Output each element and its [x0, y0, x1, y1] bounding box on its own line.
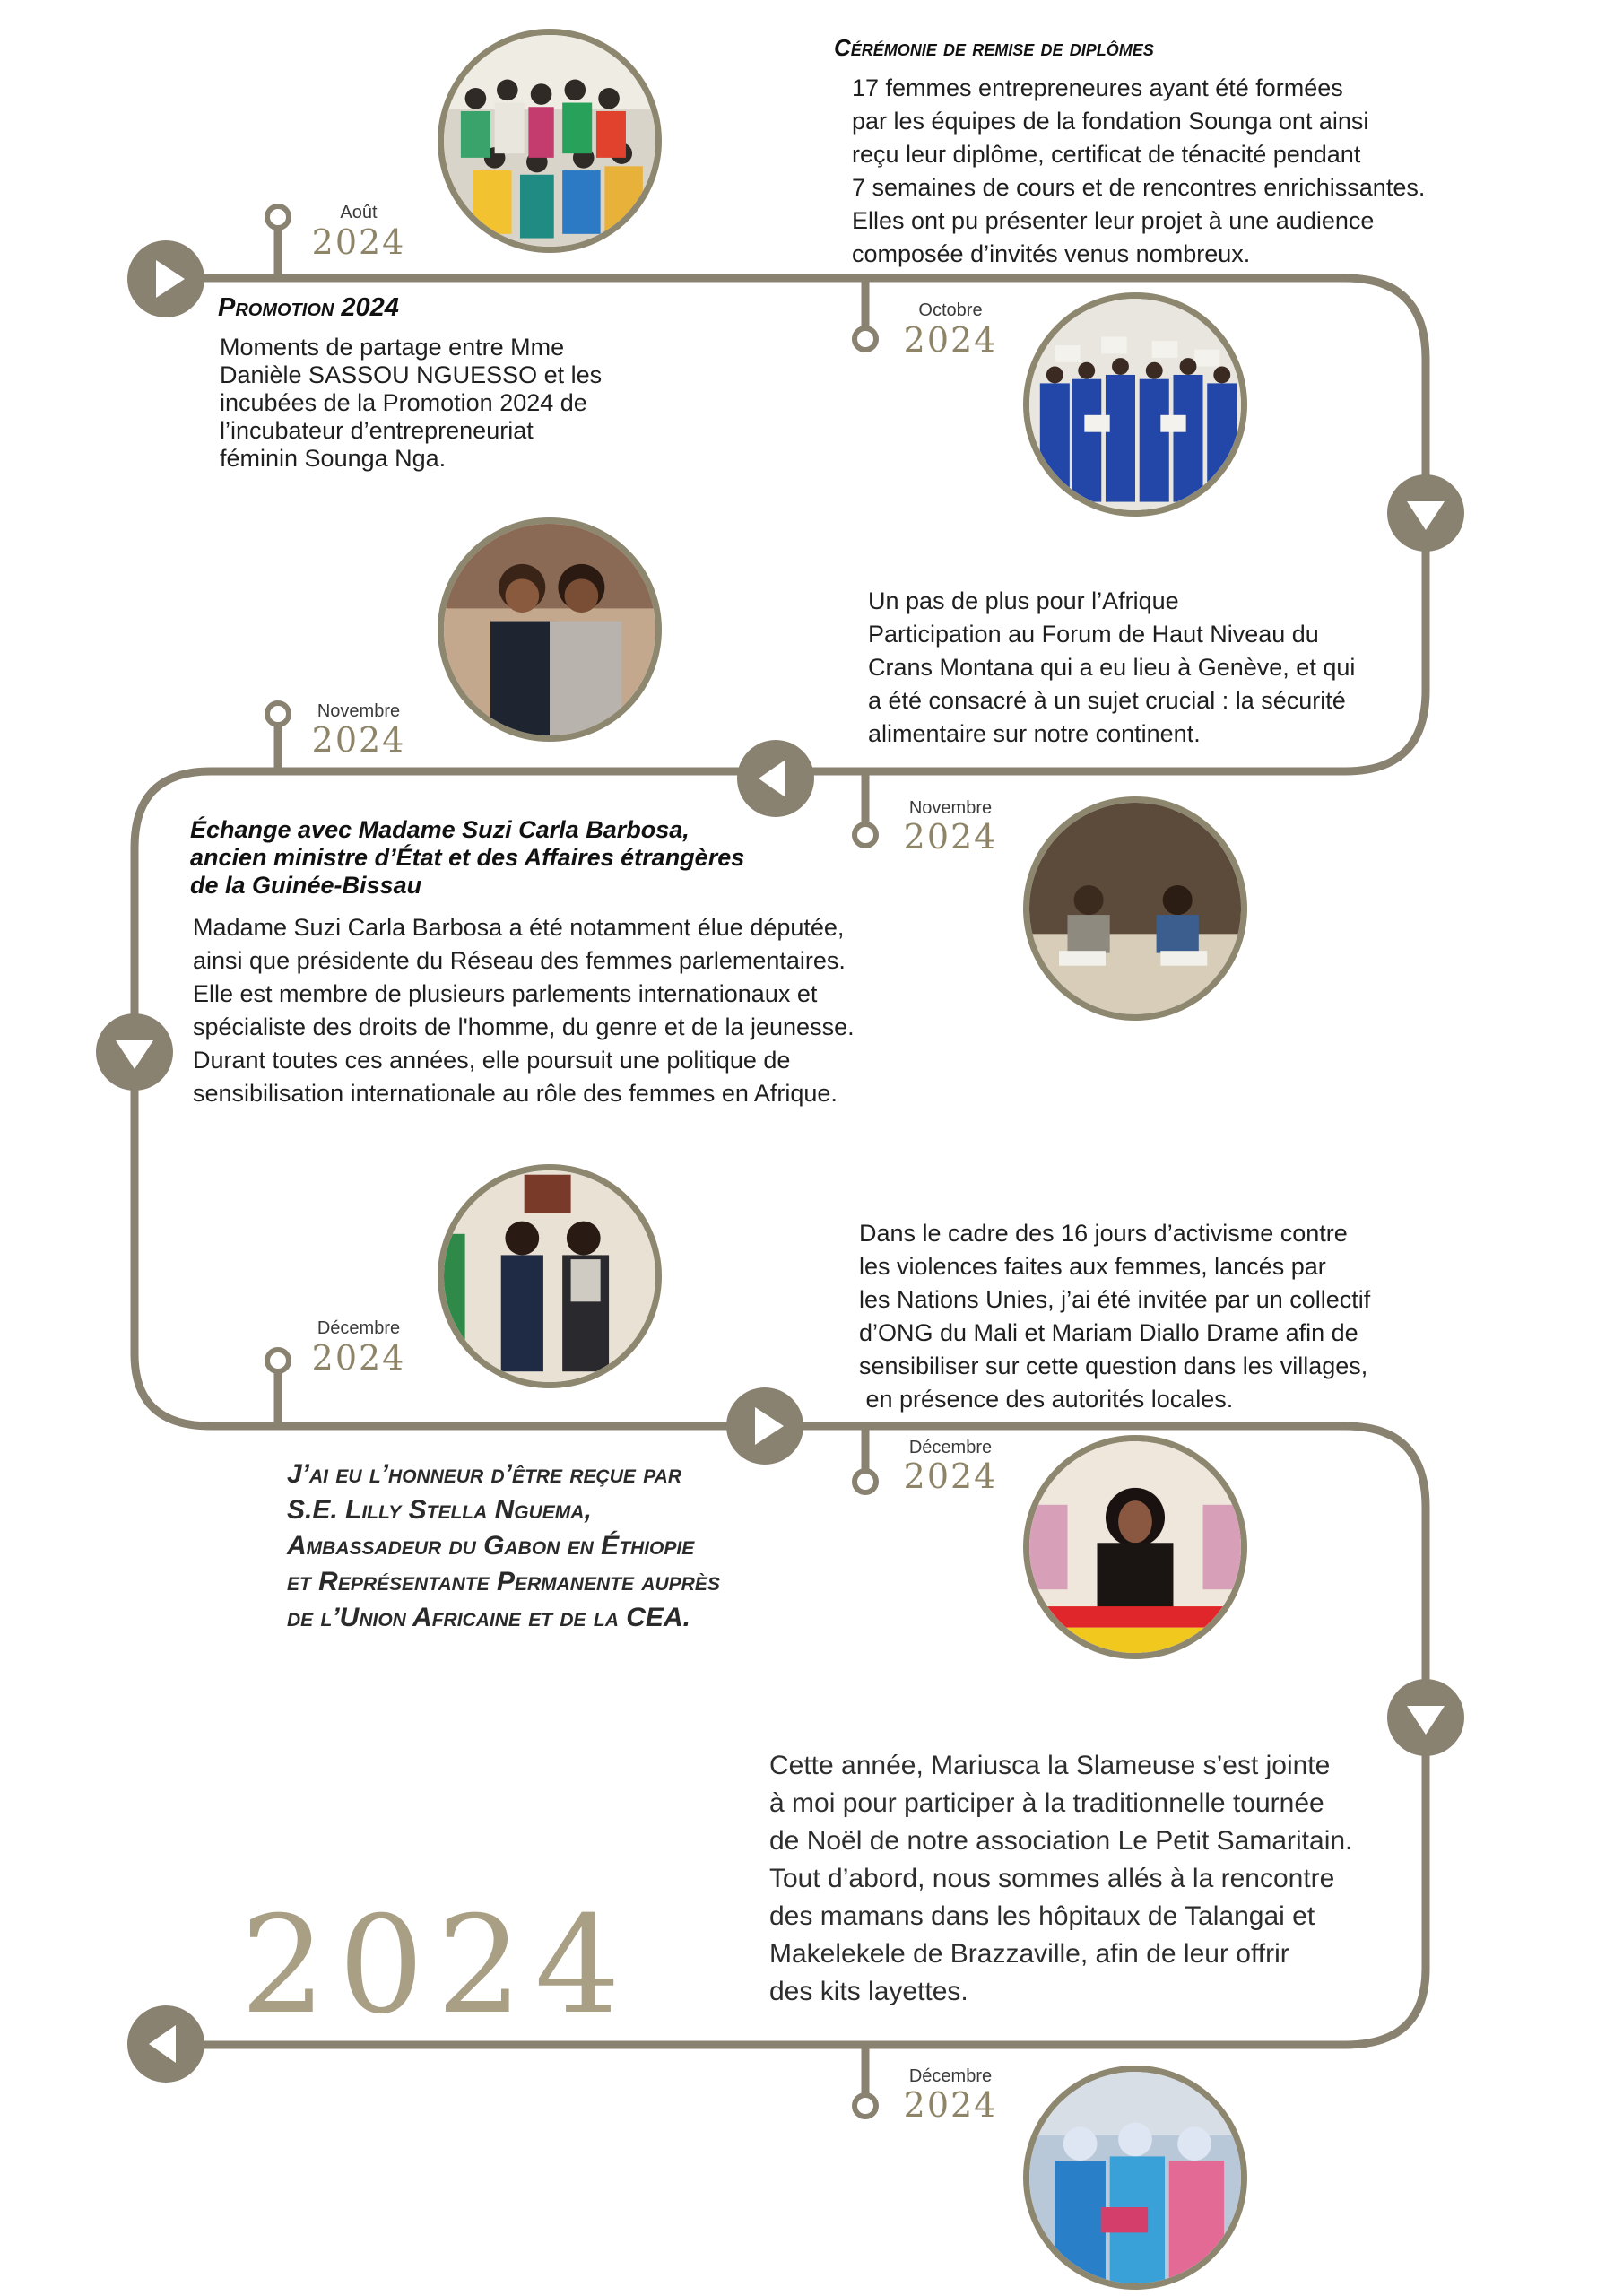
- event-month: Décembre: [908, 1438, 993, 1457]
- text-line: 17 femmes entrepreneures ayant été formées: [852, 74, 1343, 101]
- text-line: Danièle SASSOU NGUESSO et les: [220, 361, 603, 388]
- photo-crans-montana: [438, 517, 662, 742]
- heading-line: de la Guinée-Bissau: [190, 872, 422, 899]
- event-year: 2024: [903, 1457, 998, 1496]
- text-line: Elles ont pu présenter leur projet à une audience: [852, 207, 1375, 234]
- play-button[interactable]: [726, 1387, 803, 1465]
- ceremony-text: [852, 72, 1497, 271]
- gabon-quote: [287, 1457, 843, 1636]
- play-button[interactable]: [127, 240, 204, 317]
- promotion-heading: Promotion 2024: [218, 293, 399, 322]
- event-year: 2024: [903, 2085, 998, 2125]
- event-year: 2024: [903, 320, 998, 360]
- text-line: S.E. Lilly Stella Nguema,: [287, 1495, 592, 1525]
- arrow-down-icon: [96, 1013, 173, 1091]
- text-line: Crans Montana qui a eu lieu à Genève, et qui: [868, 654, 1356, 681]
- text-line: reçu leur diplôme, certificat de ténacité pendant: [852, 141, 1361, 168]
- photo-mali-activism: [1023, 1435, 1247, 1659]
- barbosa-heading: [190, 816, 907, 900]
- text-line: Participation au Forum de Haut Niveau du: [868, 621, 1319, 648]
- arrow-down-icon: [1387, 474, 1464, 552]
- text-line: composée d’invités venus nombreux.: [852, 240, 1251, 267]
- text-line: Dans le cadre des 16 jours d’activisme contre: [859, 1220, 1348, 1247]
- big-year-title: 2024: [240, 1888, 633, 2044]
- photo-gabon-ambassador: [438, 1164, 662, 1388]
- event-month: Novembre: [317, 701, 401, 721]
- event-year: 2024: [903, 817, 998, 857]
- text-line: Tout d’abord, nous sommes allés à la rencontre: [769, 1864, 1335, 1893]
- activism-text: [859, 1217, 1469, 1416]
- text-line: des kits layettes.: [769, 1977, 968, 2006]
- promotion-text: [220, 334, 704, 473]
- text-line: J’ai eu l’honneur d’être reçue par: [287, 1459, 681, 1489]
- text-line: en présence des autorités locales.: [859, 1386, 1234, 1413]
- text-line: par les équipes de la fondation Sounga ont ainsi: [852, 108, 1369, 135]
- text-line: de l’Union Africaine et de la CEA.: [287, 1603, 690, 1632]
- text-line: Un pas de plus pour l’Afrique: [868, 587, 1179, 614]
- text-line: 7 semaines de cours et de rencontres enrichissantes.: [852, 174, 1426, 201]
- text-line: Moments de partage entre Mme: [220, 334, 565, 361]
- text-line: les violences faites aux femmes, lancés par: [859, 1253, 1326, 1280]
- text-line: et Représentante Permanente auprès: [287, 1567, 720, 1596]
- event-month: Août: [340, 203, 378, 222]
- text-line: incubées de la Promotion 2024 de: [220, 389, 587, 416]
- photo-graduation: [1023, 292, 1247, 517]
- text-line: spécialiste des droits de l'homme, du genre et de la jeunesse.: [193, 1013, 855, 1040]
- scroll-down-button[interactable]: [1387, 1679, 1464, 1756]
- text-line: a été consacré à un sujet crucial : la sécurité: [868, 687, 1346, 714]
- photo-samaritain-hospital: [1023, 2066, 1247, 2290]
- arrow-left-icon: [127, 2005, 204, 2083]
- text-line: alimentaire sur notre continent.: [868, 720, 1201, 747]
- event-month: Décembre: [317, 1318, 401, 1338]
- text-line: à moi pour participer à la traditionnelle tournée: [769, 1788, 1324, 1818]
- text-line: Ambassadeur du Gabon en Éthiopie: [287, 1531, 695, 1561]
- text-line: Madame Suzi Carla Barbosa a été notamment élue députée,: [193, 914, 845, 941]
- previous-button[interactable]: [737, 740, 814, 817]
- arrow-left-icon: [737, 740, 814, 817]
- crans-montana-text: [868, 585, 1442, 751]
- scroll-down-button[interactable]: [1387, 474, 1464, 552]
- heading-line: ancien ministre d’État et des Affaires étrangères: [190, 844, 745, 871]
- samaritain-text: [769, 1747, 1379, 2011]
- text-line: sensibiliser sur cette question dans les villages,: [859, 1352, 1368, 1379]
- scroll-down-button[interactable]: [96, 1013, 173, 1091]
- event-month: Décembre: [908, 2066, 993, 2086]
- text-line: ainsi que présidente du Réseau des femmes parlementaires.: [193, 947, 846, 974]
- photo-promotion-group: [438, 29, 662, 253]
- play-icon: [726, 1387, 803, 1465]
- event-year: 2024: [311, 1338, 406, 1378]
- play-icon: [127, 240, 204, 317]
- event-month: Octobre: [918, 300, 983, 320]
- text-line: des mamans dans les hôpitaux de Talangai et: [769, 1901, 1315, 1931]
- text-line: de Noël de notre association Le Petit Samaritain.: [769, 1826, 1353, 1856]
- barbosa-text: [193, 911, 937, 1110]
- arrow-down-icon: [1387, 1679, 1464, 1756]
- event-year: 2024: [311, 222, 406, 262]
- text-line: Cette année, Mariusca la Slameuse s’est jointe: [769, 1751, 1331, 1780]
- photo-barbosa-meeting: [1023, 796, 1247, 1021]
- heading-line: Échange avec Madame Suzi Carla Barbosa,: [190, 816, 690, 843]
- text-line: Elle est membre de plusieurs parlements internationaux et: [193, 980, 818, 1007]
- text-line: sensibilisation internationale au rôle des femmes en Afrique.: [193, 1080, 838, 1107]
- text-line: Makelekele de Brazzaville, afin de leur offrir: [769, 1939, 1289, 1969]
- text-line: Durant toutes ces années, elle poursuit une politique de: [193, 1047, 791, 1074]
- ceremony-heading: Cérémonie de remise de diplômes: [834, 34, 1154, 61]
- previous-button[interactable]: [127, 2005, 204, 2083]
- text-line: féminin Sounga Nga.: [220, 445, 447, 472]
- event-month: Novembre: [908, 798, 993, 818]
- text-line: d’ONG du Mali et Mariam Diallo Drame afin de: [859, 1319, 1358, 1346]
- text-line: l’incubateur d’entrepreneuriat: [220, 417, 534, 444]
- text-line: les Nations Unies, j’ai été invitée par un collectif: [859, 1286, 1371, 1313]
- event-year: 2024: [311, 720, 406, 760]
